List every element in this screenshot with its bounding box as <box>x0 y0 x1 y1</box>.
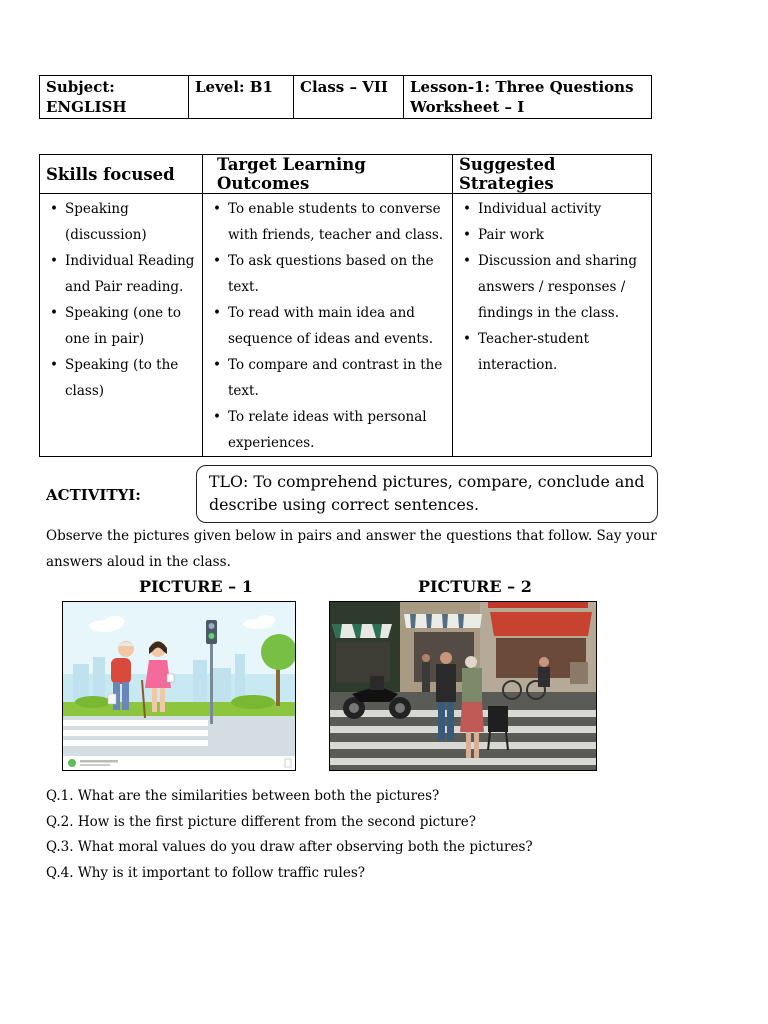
question-item: Q.3. What moral values do you draw after observing both the pictures? <box>46 839 533 855</box>
list-item: • Discussion and sharing answers / responses / findings in the class. <box>478 248 647 326</box>
list-item: • Speaking (one to one in pair) <box>65 300 198 352</box>
activity-label: ACTIVITYI: <box>46 486 141 504</box>
picture-1-title: PICTURE – 1 <box>139 577 253 596</box>
picture-2-photo <box>329 601 597 771</box>
list-item: • To compare and contrast in the text. <box>228 352 448 404</box>
question-item: Q.4. Why is it important to follow traffic rules? <box>46 864 366 881</box>
list-item: • To read with main idea and sequence of ideas and events. <box>228 300 448 352</box>
list-item: • Teacher-student interaction. <box>478 326 647 378</box>
skills-header: Skills focused <box>40 155 203 194</box>
tlo-box: TLO: To comprehend pictures, compare, conclude and describe using correct sentences. <box>196 465 658 523</box>
list-item: • Speaking (to the class) <box>65 352 198 404</box>
list-item: • Pair work <box>478 222 647 248</box>
list-item: • Speaking (discussion) <box>65 196 198 248</box>
questions-list <box>46 784 533 886</box>
class-cell: Class – VII <box>294 76 404 119</box>
outcomes-cell <box>203 194 453 457</box>
list-item: • To enable students to converse with friends, teacher and class. <box>228 196 448 248</box>
picture-1-illustration <box>62 601 296 771</box>
question-item: Q.2. How is the first picture different from the second picture? <box>46 813 477 830</box>
strategies-header: Suggested Strategies <box>453 155 652 194</box>
strategies-cell <box>453 194 652 457</box>
list-item: • To relate ideas with personal experiences. <box>228 404 448 456</box>
outcomes-header: Target Learning Outcomes <box>203 155 453 194</box>
lesson-cell <box>404 76 652 119</box>
list-item: • Individual Reading and Pair reading. <box>65 248 198 300</box>
activity-instructions: Observe the pictures given below in pairs and answer the questions that follow. Say your answers aloud in the class. <box>46 528 657 570</box>
lesson-title: Lesson-1: Three Questions <box>410 78 634 96</box>
subject-label: Subject: <box>46 78 115 96</box>
subject-value: ENGLISH <box>46 98 127 116</box>
skills-list <box>46 196 198 404</box>
skills-cell <box>40 194 203 457</box>
list-item: • To ask questions based on the text. <box>228 248 448 300</box>
skills-outcomes-table <box>39 154 652 457</box>
outcomes-list <box>209 196 448 456</box>
header-table <box>39 75 652 119</box>
list-item: • Individual activity <box>478 196 647 222</box>
level-cell: Level: B1 <box>189 76 294 119</box>
picture-2-title: PICTURE – 2 <box>418 577 532 596</box>
worksheet-title: Worksheet – I <box>410 98 525 116</box>
question-item: Q.1. What are the similarities between both the pictures? <box>46 788 440 804</box>
strategies-list <box>459 196 647 378</box>
subject-cell <box>40 76 189 119</box>
